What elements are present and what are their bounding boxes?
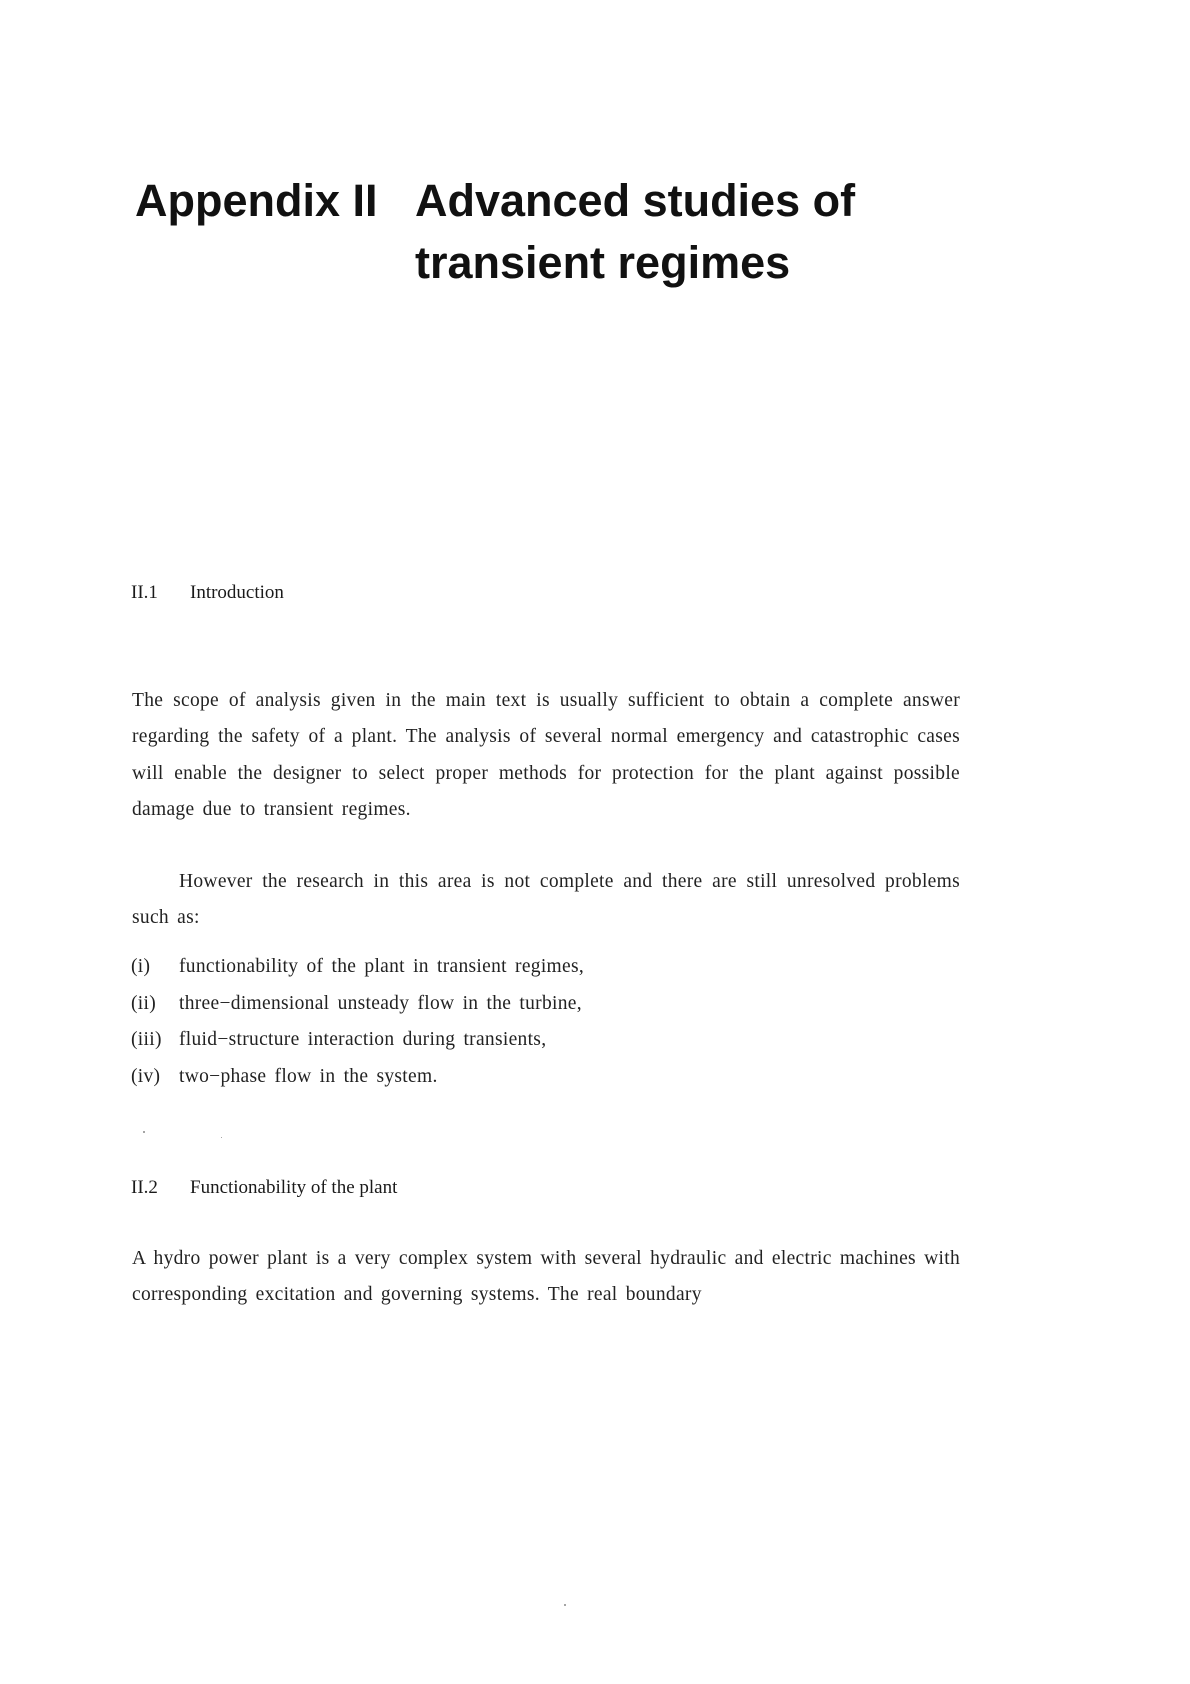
list-item — [131, 986, 961, 1023]
list-item-text: two−phase flow in the system. — [179, 1065, 438, 1087]
list-marker: (i) — [131, 956, 151, 977]
intro-paragraph-2 — [132, 864, 960, 937]
list-marker: (iii) — [131, 1029, 162, 1050]
list-item-text: functionability of the plant in transient regimes, — [179, 956, 585, 977]
section-heading-introduction — [131, 581, 284, 605]
section-number: II.2 — [131, 1177, 158, 1198]
functionability-paragraph-1 — [132, 1241, 960, 1314]
intro-paragraph-1 — [132, 683, 960, 829]
paragraph-text: However the research in this area is not complete and there are still unresolved problems such as: — [132, 871, 960, 929]
scan-speck — [564, 1604, 566, 1606]
paragraph-text: The scope of analysis given in the main text is usually sufficient to obtain a complete answer regarding the safety of a plant. The analysis of several normal emergency and catastrophic cases will enable the designer to select proper methods for protection for the plant against possible damage due to transient regimes. — [132, 690, 960, 821]
section-title: Functionability of the plant — [190, 1177, 398, 1198]
chapter-label: Appendix II — [135, 175, 378, 226]
list-item — [131, 949, 961, 986]
list-item-text: three−dimensional unsteady flow in the turbine, — [179, 992, 582, 1014]
unresolved-problems-list — [131, 949, 961, 1095]
chapter-title: Advanced studies of transient regimes — [415, 175, 856, 288]
list-marker: (iv) — [131, 1065, 161, 1087]
list-item — [131, 1059, 961, 1096]
list-marker: (ii) — [131, 992, 157, 1014]
section-title: Introduction — [190, 582, 284, 603]
list-item-text: fluid−structure interaction during transients, — [179, 1029, 547, 1050]
chapter-heading — [135, 170, 915, 294]
section-number: II.1 — [131, 582, 158, 603]
list-item — [131, 1022, 961, 1059]
scan-speck — [143, 1131, 145, 1133]
section-heading-functionability — [131, 1176, 397, 1200]
paragraph-text: A hydro power plant is a very complex system with several hydraulic and electric machines with corresponding excitation and governing systems. The real boundary — [132, 1248, 960, 1306]
scan-speck — [221, 1137, 222, 1138]
